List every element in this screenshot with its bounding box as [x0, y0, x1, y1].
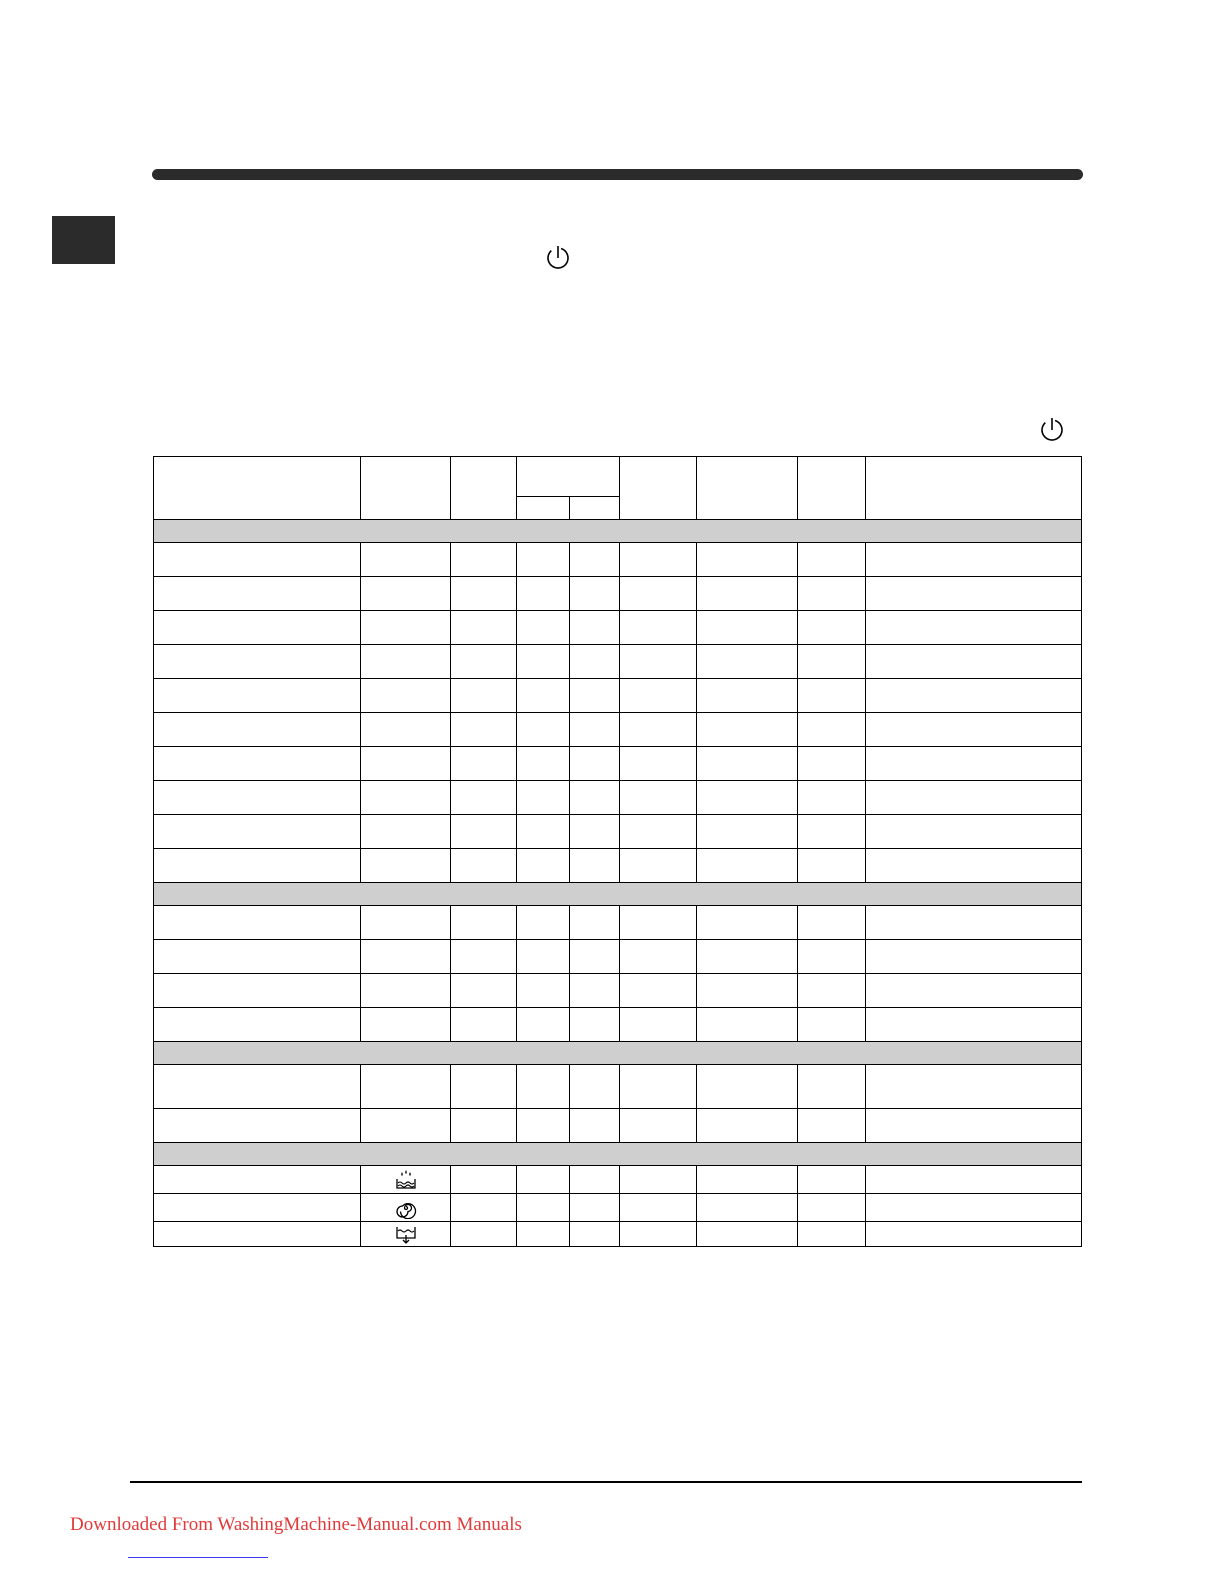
power-icon [1039, 416, 1065, 442]
section-band [154, 883, 1082, 906]
programme-table [153, 456, 1082, 1247]
table-row [154, 906, 1082, 940]
table-row [154, 747, 1082, 781]
table-row [154, 1008, 1082, 1042]
table-row [154, 645, 1082, 679]
spin-cell [361, 1194, 451, 1222]
section-band [154, 520, 1082, 543]
header-cell [451, 457, 517, 520]
header-cell [570, 496, 620, 519]
header-cell [620, 457, 697, 520]
drain-cell [361, 1222, 451, 1247]
table-row [154, 611, 1082, 645]
top-rule [152, 169, 1083, 180]
table-row [154, 815, 1082, 849]
section-band [154, 1042, 1082, 1065]
spin-icon [395, 1197, 417, 1219]
header-cell [154, 457, 361, 520]
header-cell [517, 496, 570, 519]
rinse-icon [395, 1169, 417, 1191]
table-row [154, 940, 1082, 974]
table-row [154, 577, 1082, 611]
table-row [154, 543, 1082, 577]
header-cell [697, 457, 798, 520]
table-row [154, 1166, 1082, 1194]
header-cell [866, 457, 1082, 520]
bottom-rule [130, 1481, 1082, 1483]
table-row [154, 1194, 1082, 1222]
table-header-row [154, 457, 1082, 497]
table-row [154, 679, 1082, 713]
header-cell [798, 457, 866, 520]
table-row [154, 1065, 1082, 1109]
table-row [154, 1109, 1082, 1143]
table-row [154, 1222, 1082, 1247]
header-cell [517, 457, 620, 497]
table-row [154, 974, 1082, 1008]
table-row [154, 849, 1082, 883]
rinse-cell [361, 1166, 451, 1194]
header-cell [361, 457, 451, 520]
table-row [154, 781, 1082, 815]
power-icon [545, 244, 571, 270]
language-tab [52, 216, 115, 264]
footer-underline [128, 1557, 268, 1558]
drain-icon [395, 1223, 417, 1245]
table-row [154, 713, 1082, 747]
footer-download-link[interactable]: Downloaded From WashingMachine-Manual.com Manuals [70, 1514, 522, 1535]
section-band [154, 1143, 1082, 1166]
